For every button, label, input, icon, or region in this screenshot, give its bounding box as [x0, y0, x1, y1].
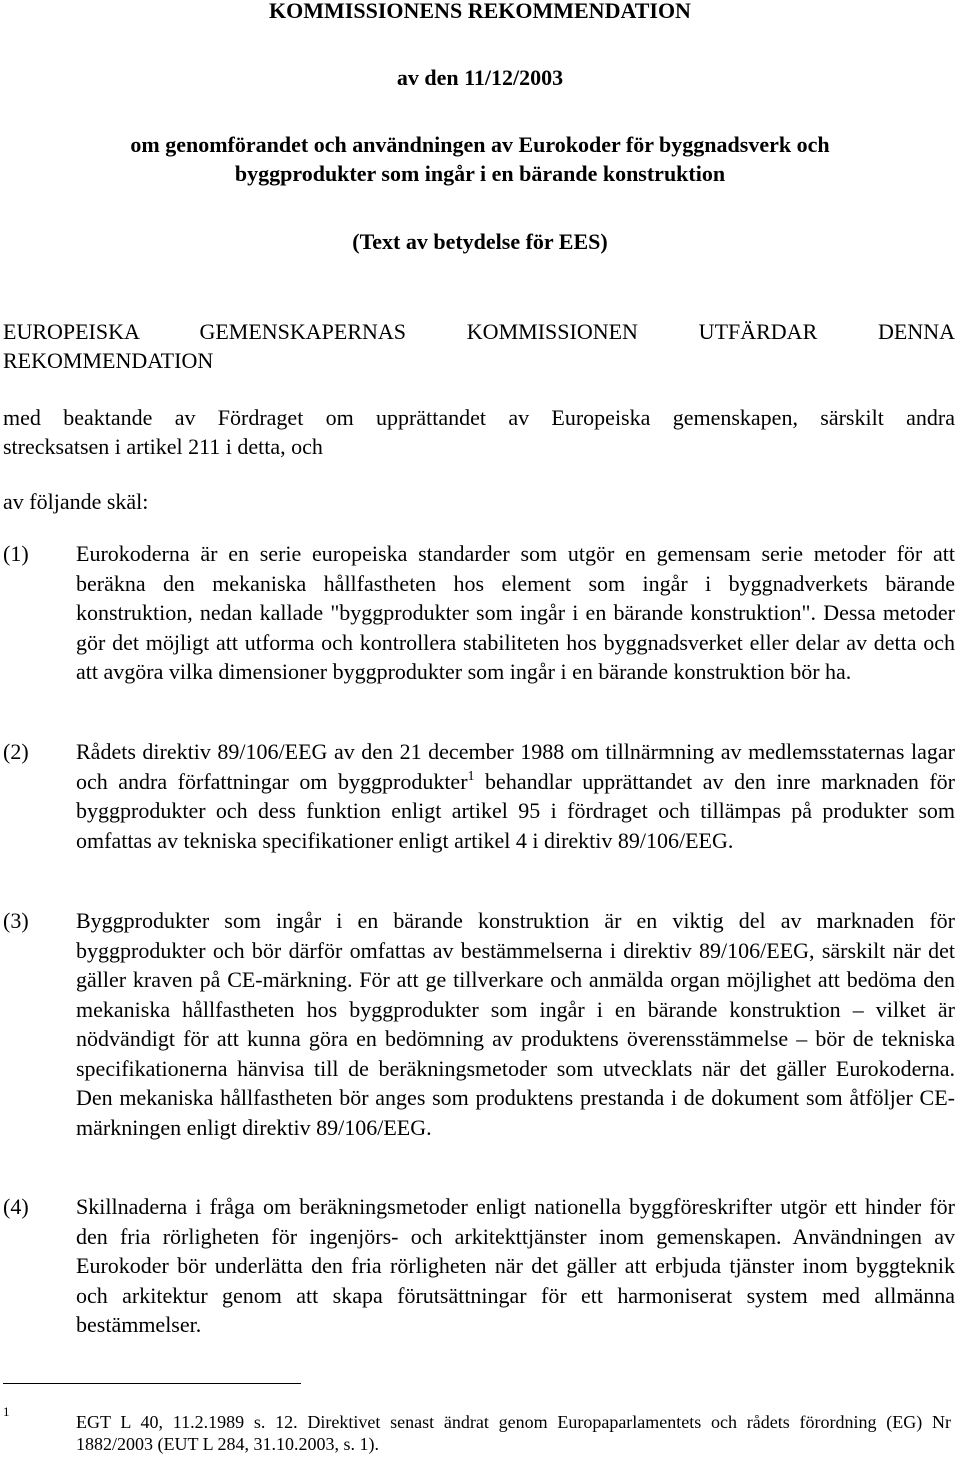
citation-line-1: med beaktande av Fördraget om upprättandet av Europeiska gemenskapen, särskilt andra — [3, 405, 955, 430]
footnote-divider — [3, 1383, 301, 1384]
ees-note: (Text av betydelse för EES) — [352, 229, 608, 254]
recital-number: (4) — [3, 1194, 29, 1219]
recital-number: (3) — [3, 908, 29, 933]
footnote-mark: 1 — [3, 1404, 10, 1419]
recital-text: Skillnaderna i fråga om beräkningsmetoder enligt nationella byggföreskrifter utgör ett hinder för den fria rörligheten för ingenjörs- och arkitekttjänster inom gemenskapen. Användningen av Eurokoder bör underlätta den fria rörligheten när det gäller att erbjuda tjänster inom byggteknik och arkitektur genom att skapa förutsättningar för ett harmoniserat system med allmänna bestämmelser. — [76, 1194, 955, 1337]
document-subject-line-2: byggprodukter som ingår i en bärande konstruktion — [234, 161, 726, 186]
recital-text: Eurokoderna är en serie europeiska standarder som utgör en gemensam serie metoder för att beräkna den mekaniska hållfastheten hos element som ingår i byggnadverkets bärande konstruktion, nedan kallade "byggprodukter som ingår i en bärande konstruktion". Dessa metoder gör det möjligt att utforma och kontrollera stabiliteten hos byggnadsverket eller delar av detta och att avgöra vilka dimensioner byggprodukter som ingår i en bärande konstruktion bör ha. — [76, 541, 955, 684]
footnote-text: EGT L 40, 11.2.1989 s. 12. Direktivet senast ändrat genom Europaparlamentets och rådets förordning (EG) Nr 1882/2003 (EUT L 284, 31.10.2003, s. 1). — [76, 1412, 951, 1454]
document-date: av den 11/12/2003 — [396, 65, 564, 90]
issuer-line-1: EUROPEISKA GEMENSKAPERNAS KOMMISSIONEN UTFÄRDAR DENNA — [3, 319, 955, 344]
recital-number: (1) — [3, 541, 29, 566]
document-subject-line-1: om genomförandet och användningen av Eurokoder för byggnadsverk och — [130, 132, 830, 157]
recital-text — [76, 737, 955, 855]
document-heading: KOMMISSIONENS REKOMMENDATION — [269, 0, 691, 23]
citation-line-2: strecksatsen i artikel 211 i detta, och — [3, 434, 323, 459]
recitals-intro: av följande skäl: — [3, 489, 149, 514]
recital-text: Byggprodukter som ingår i en bärande konstruktion är en viktig del av marknaden för byggprodukter och bör därför omfattas av bestämmelserna i direktiv 89/106/EEG, särskilt när det gäller kraven på CE-märkning. För att ge tillverkare och anmälda organ möjlighet att bedöma den mekaniska hållfastheten hos byggprodukter som ingår i en bärande konstruktion – vilket är nödvändigt för att kunna göra en bedömning av produktens överensstämmelse – bör de tekniska specifikationerna hänvisa till de beräkningsmetoder som utvecklats när det gäller Eurokoderna. Den mekaniska hållfastheten bör anges som produktens prestanda i de dokument som åtföljer CE-märkningen enligt direktiv 89/106/EEG. — [76, 908, 955, 1140]
recital-number: (2) — [3, 739, 29, 764]
recital-text-part: Rådets direktiv 89/106/EEG av den 21 december 1988 om tillnärmning av medlemsstaternas lagar och andra författningar om byggprodukter — [76, 739, 955, 794]
footnote-reference: 1 — [467, 768, 475, 784]
issuer-line-2: REKOMMENDATION — [3, 348, 214, 373]
recital-text-part: behandlar upprättandet av den inre marknaden för byggprodukter och dess funktion enligt artikel 95 i fördraget och tillämpas på produkter som omfattas av tekniska specifikationer enligt artikel 4 i direktiv 89/106/EEG. — [76, 768, 955, 853]
